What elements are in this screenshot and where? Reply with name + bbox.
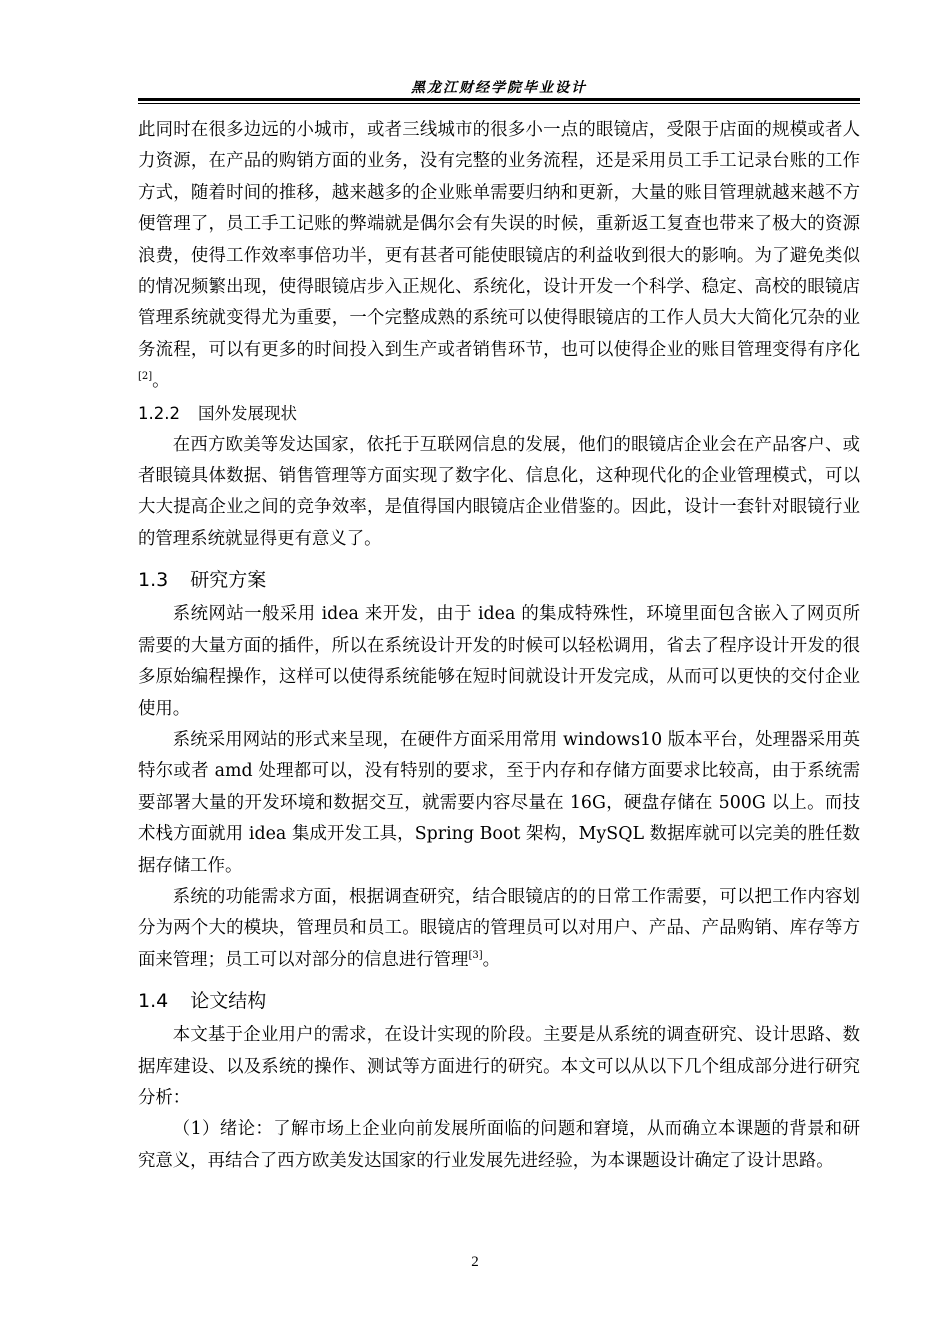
- paragraph-7: （1）绪论：了解市场上企业向前发展所面临的问题和窘境，从而确立本课题的背景和研究意义，再结合了西方欧美发达国家的行业发展先进经验，为本课题设计确定了设计思路。: [138, 1119, 860, 1171]
- section-heading-1-2-2: [138, 399, 860, 429]
- header-rule-thin: [138, 103, 860, 104]
- paragraph-1: [138, 115, 860, 398]
- page-body: [138, 115, 860, 1177]
- paragraph-2: 在西方欧美等发达国家，依托于互联网信息的发展，他们的眼镜店企业会在产品客户、或者眼镜具体数据、销售管理等方面实现了数字化、信息化，这种现代化的企业管理模式，可以大大提高企业之间的竞争效率，是值得国内眼镜店企业借鉴的。因此，设计一套针对眼镜行业的管理系统就显得更有意义了。: [138, 434, 860, 549]
- paragraph-5-end: 。: [482, 949, 501, 970]
- section-heading-1-3: [138, 563, 860, 597]
- header-rule-thick: [138, 98, 860, 101]
- citation-ref: [3]: [468, 949, 483, 961]
- citation-ref: [2]: [138, 371, 153, 383]
- paragraph-4: 系统采用网站的形式来呈现，在硬件方面采用常用 windows10 版本平台，处理器采用英特尔或者 amd 处理都可以，没有特别的要求，至于内存和存储方面要求比较高，由于系统需要部署大量的开发环境和数据交互，就需要内容尽量在 16G，硬盘存储在 500G 以上。而技术栈方面就用 idea 集成开发工具，Spring Boot 架构，MySQL 数据库就可以完美的胜任数据存储工作。: [138, 729, 860, 876]
- section-title: 国外发展现状: [197, 403, 297, 423]
- paragraph-1-end: 。: [152, 371, 170, 392]
- paragraph-3: 系统网站一般采用 idea 来开发，由于 idea 的集成特殊性，环境里面包含嵌入了网页所需要的大量方面的插件，所以在系统设计开发的时候可以轻松调用，省去了程序设计开发的很多原始编程操作，这样可以使得系统能够在短时间就设计开发完成，从而可以更快的交付企业使用。: [138, 604, 860, 719]
- paragraph-1-text: 此同时在很多边远的小城市，或者三线城市的很多小一点的眼镜店，受限于店面的规模或者人力资源，在产品的购销方面的业务，没有完整的业务流程，还是采用员工手工记录台账的工作方式，随着时间的推移，越来越多的企业账单需要归纳和更新，大量的账目管理就越来越不方便管理了，员工手工记账的弊端就是偶尔会有失误的时候，重新返工复查也带来了极大的资源浪费，使得工作效率事倍功半，更有甚者可能使眼镜店的利益收到很大的影响。为了避免类似的情况频繁出现，使得眼镜店步入正规化、系统化，设计开发一个科学、稳定、高校的眼镜店管理系统就变得尤为重要，一个完整成熟的系统可以使得眼镜店的工作人员大大简化冗杂的业务流程，可以有更多的时间投入到生产或者销售环节，也可以使得企业的账目管理变得有序化: [138, 120, 860, 360]
- paragraph-5: [138, 882, 860, 976]
- paragraph-6: 本文基于企业用户的需求，在设计实现的阶段。主要是从系统的调查研究、设计思路、数据库建设、以及系统的操作、测试等方面进行的研究。本文可以从以下几个组成部分进行研究分析：: [138, 1025, 860, 1108]
- page-header-title: 黑龙江财经学院毕业设计: [411, 80, 587, 96]
- section-heading-1-4: [138, 984, 860, 1018]
- page-number: 2: [471, 1254, 479, 1270]
- section-title: 研究方案: [190, 569, 267, 592]
- section-number: 1.3: [138, 569, 169, 592]
- section-number: 1.4: [138, 990, 169, 1013]
- section-title: 论文结构: [190, 990, 267, 1013]
- paragraph-5-text: 系统的功能需求方面，根据调查研究，结合眼镜店的的日常工作需要，可以把工作内容划分为两个大的模块，管理员和员工。眼镜店的管理员可以对用户、产品、产品购销、库存等方面来管理；员工可以对部分的信息进行管理: [138, 886, 860, 970]
- section-number: 1.2.2: [138, 403, 180, 423]
